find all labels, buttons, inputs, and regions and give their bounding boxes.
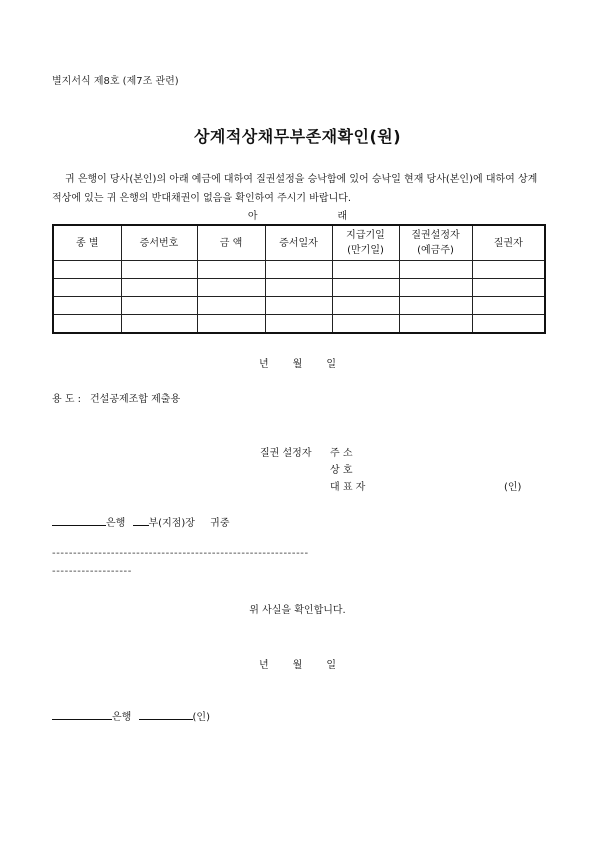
date-line-1 <box>0 355 595 370</box>
addressee-label: 귀중 <box>210 518 230 529</box>
table-row <box>53 261 545 279</box>
bank-confirm-line <box>52 708 210 723</box>
pledger-label: 질권 설정자 <box>260 448 312 459</box>
table-cell <box>332 261 399 279</box>
table-cell <box>121 315 197 334</box>
date2-day: 일 <box>326 660 336 671</box>
deposit-table <box>52 224 546 334</box>
table-cell <box>472 279 545 297</box>
table-cell <box>121 261 197 279</box>
table-header-row <box>53 225 545 261</box>
document-title: 상계적상채무부존재확인(원) <box>193 127 402 146</box>
bank-name-blank[interactable] <box>52 515 106 526</box>
branch-name-blank[interactable] <box>133 515 149 526</box>
table-cell <box>399 279 472 297</box>
below-heading-left: 아 <box>247 211 258 222</box>
bank2-seal-mark: (인) <box>192 712 210 723</box>
pledger-company-line <box>260 461 353 476</box>
date1-year: 년 <box>258 359 269 370</box>
table-cell <box>472 261 545 279</box>
pledger-seal-mark: (인) <box>504 482 522 493</box>
request-paragraph <box>52 170 544 208</box>
table-cell <box>197 261 265 279</box>
date2-month: 월 <box>292 660 303 671</box>
pledger-address-label: 주 소 <box>330 448 353 459</box>
table-cell <box>399 315 472 334</box>
bank2-label: 은행 <box>112 712 132 723</box>
date1-month: 월 <box>292 359 303 370</box>
form-number: 별지서식 제8호 (제7조 관련) <box>52 76 179 87</box>
table-cell <box>53 261 121 279</box>
table-cell <box>265 297 332 315</box>
table-cell <box>197 297 265 315</box>
header-pledgee: 질권자 <box>472 225 545 261</box>
request-paragraph-text: 귀 은행이 당사(본인)의 아래 예금에 대하여 질권설정을 승낙함에 있어 승낙일 현재 당사(본인)에 대하여 상계적상에 있는 귀 은행의 반대채권이 없음을 확인하여 주시기 바랍니다. <box>52 174 538 204</box>
table-cell <box>399 261 472 279</box>
table-cell <box>332 297 399 315</box>
pledger-address-line <box>260 444 353 459</box>
header-amount: 금 액 <box>197 225 265 261</box>
bank-addressee-line <box>52 514 229 529</box>
table-cell <box>121 279 197 297</box>
table-cell <box>472 297 545 315</box>
table-cell <box>121 297 197 315</box>
header-payment-date: 지급기일 (만기일) <box>332 225 399 261</box>
header-pledger: 질권설정자 (예금주) <box>399 225 472 261</box>
below-heading <box>0 207 595 222</box>
date1-day: 일 <box>326 359 336 370</box>
table-cell <box>472 315 545 334</box>
date2-year: 년 <box>258 660 269 671</box>
table-cell <box>265 315 332 334</box>
table-row <box>53 297 545 315</box>
cut-line-1: ------------------------------------------------------------- <box>52 548 309 559</box>
table-cell <box>53 297 121 315</box>
usage-value: 건설공제조합 제출용 <box>90 394 181 405</box>
table-row <box>53 315 545 334</box>
pledger-representative-line <box>260 478 365 493</box>
header-certificate-number: 증서번호 <box>121 225 197 261</box>
table-cell <box>332 315 399 334</box>
header-certificate-date: 증서일자 <box>265 225 332 261</box>
bank2-signer-blank[interactable] <box>139 709 193 720</box>
cut-line-2: ------------------- <box>52 566 132 577</box>
pledger-representative-label: 대 표 자 <box>330 482 366 493</box>
table-cell <box>197 279 265 297</box>
usage-line <box>52 390 180 405</box>
confirmation-text: 위 사실을 확인합니다. <box>249 605 346 616</box>
table-cell <box>53 279 121 297</box>
usage-label: 용 도 : <box>52 394 82 405</box>
table-cell <box>265 279 332 297</box>
bank-label: 은행 <box>106 518 126 529</box>
table-cell <box>265 261 332 279</box>
below-heading-right: 래 <box>337 211 348 222</box>
table-cell <box>53 315 121 334</box>
bank2-name-blank[interactable] <box>52 709 112 720</box>
pledger-company-label: 상 호 <box>330 465 353 476</box>
header-type: 종 별 <box>53 225 121 261</box>
table-row <box>53 279 545 297</box>
branch-label: 부(지점)장 <box>148 518 195 529</box>
table-cell <box>197 315 265 334</box>
table-cell <box>332 279 399 297</box>
date-line-2 <box>0 656 595 671</box>
table-cell <box>399 297 472 315</box>
